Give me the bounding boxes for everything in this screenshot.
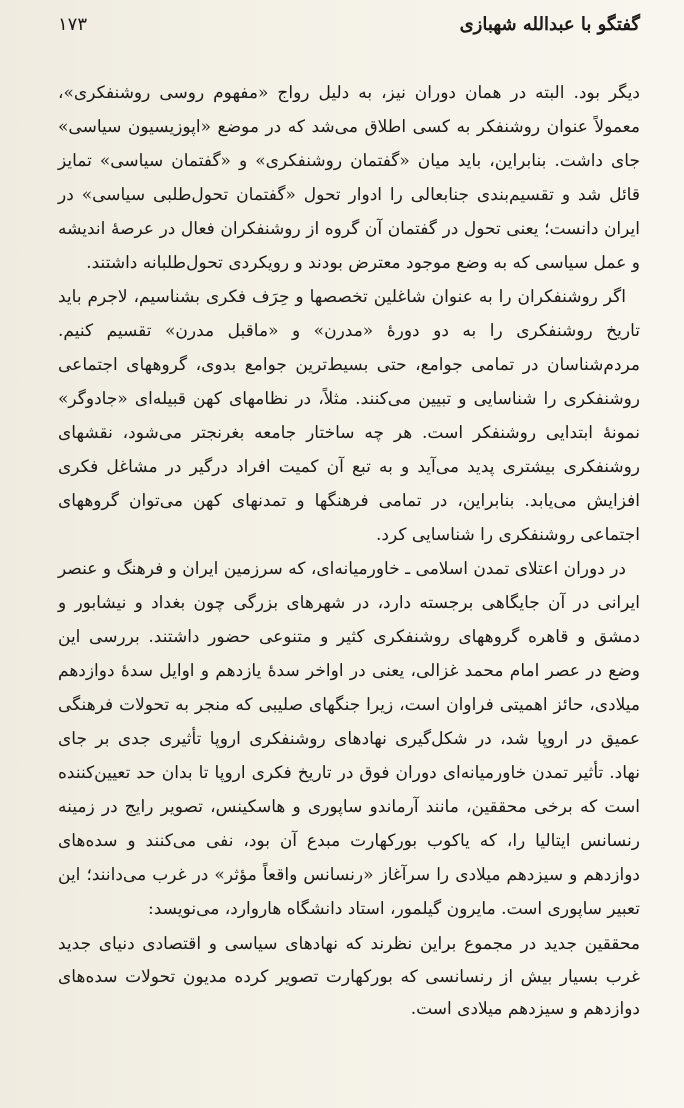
- quote-text: محققین جدید در مجموع براین نظرند که نهادهای سیاسی و اقتصادی دنیای جدید غرب بسیار بیش از رنسانسی که بورکهارت تصویر کرده مدیون تحولات سده‌های دوازدهم و سیزدهم میلادی است.: [58, 934, 640, 1019]
- body-text: [58, 76, 640, 926]
- running-title: گفتگو با عبدالله شهبازی: [459, 14, 640, 35]
- paragraph: دیگر بود. البته در همان دوران نیز، به دلیل رواج «مفهوم روسی روشنفکری»، معمولاً عنوان روشنفکر به کسی اطلاق می‌شد که در موضع «اپوزیسیون سیاسی» جای داشت. بنابراین، باید میان «گفتمان روشنفکری» و «گفتمان سیاسی» تمایز قائل شد و تقسیم‌بندی جنابعالی را ادوار تحول «گفتمان تحول‌طلبی سیاسی» در ایران دانست؛ یعنی تحول در گفتمان آن گروه از روشنفکران فعال در عرصهٔ اندیشه و عمل سیاسی که به وضع موجود معترض بودند و رویکردی تحول‌طلبانه داشتند.: [58, 83, 640, 273]
- block-quote: [58, 928, 640, 1026]
- paragraph: اگر روشنفکران را به عنوان شاغلین تخصصها و حِرَف فکری بشناسیم، لاجرم باید تاریخ روشنفکری را به دو دورهٔ «مدرن» و «ماقبل مدرن» تقسیم کنیم. مردم‌شناسان در تمامی جوامع، حتی بسیط‌ترین جوامع بدوی، گروههای اجتماعی روشنفکری را شناسایی و تبیین می‌کنند. مثلاً، در نظامهای کهن قبیله‌ای «جادوگر» نمونهٔ ابتدایی روشنفکر است. هر چه ساختار جامعه بغرنجتر می‌شود، نقشهای روشنفکری بیشتری پدید می‌آید و به تبع آن کمیت افراد درگیر در مشاغل فکری افزایش می‌یابد. بنابراین، در تمامی فرهنگها و تمدنهای کهن می‌توان گروههای اجتماعی روشنفکری را شناسایی کرد.: [58, 287, 640, 545]
- page-header: [58, 14, 640, 50]
- paragraph: در دوران اعتلای تمدن اسلامی ـ خاورمیانه‌ای، که سرزمین ایران و فرهنگ و عنصر ایرانی در آن جایگاهی برجسته دارد، در شهرهای بزرگی چون بغداد و نیشابور و دمشق و قاهره گروههای روشنفکری کثیر و متنوعی حضور داشتند. بررسی این وضع در عصر امام محمد غزالی، یعنی در اواخر سدهٔ یازدهم و اوایل سدهٔ دوازدهم میلادی، حائز اهمیتی فراوان است، زیرا جنگهای صلیبی که منجر به تحولات فرهنگی عمیق در اروپا شد، در شکل‌گیری نهادهای روشنفکری اروپا تأثیری جدی بر جای نهاد. تأثیر تمدن خاورمیانه‌ای دوران فوق در تاریخ فکری اروپا تا بدان حد تعیین‌کننده است که برخی محققین، مانند آرماندو ساپوری و هاسکینس، تصویر رایج در زمینه رنسانس ایتالیا را، که یاکوب بورکهارت مبدع آن بود، نفی می‌کنند و سده‌های دوازدهم و سیزدهم میلادی را سرآغاز «رنسانس واقعاً مؤثر» در غرب می‌دانند؛ این تعبیر ساپوری است. مایرون گیلمور، استاد دانشگاه هاروارد، می‌نویسد:: [58, 559, 640, 919]
- page-number: ۱۷۳: [58, 14, 88, 35]
